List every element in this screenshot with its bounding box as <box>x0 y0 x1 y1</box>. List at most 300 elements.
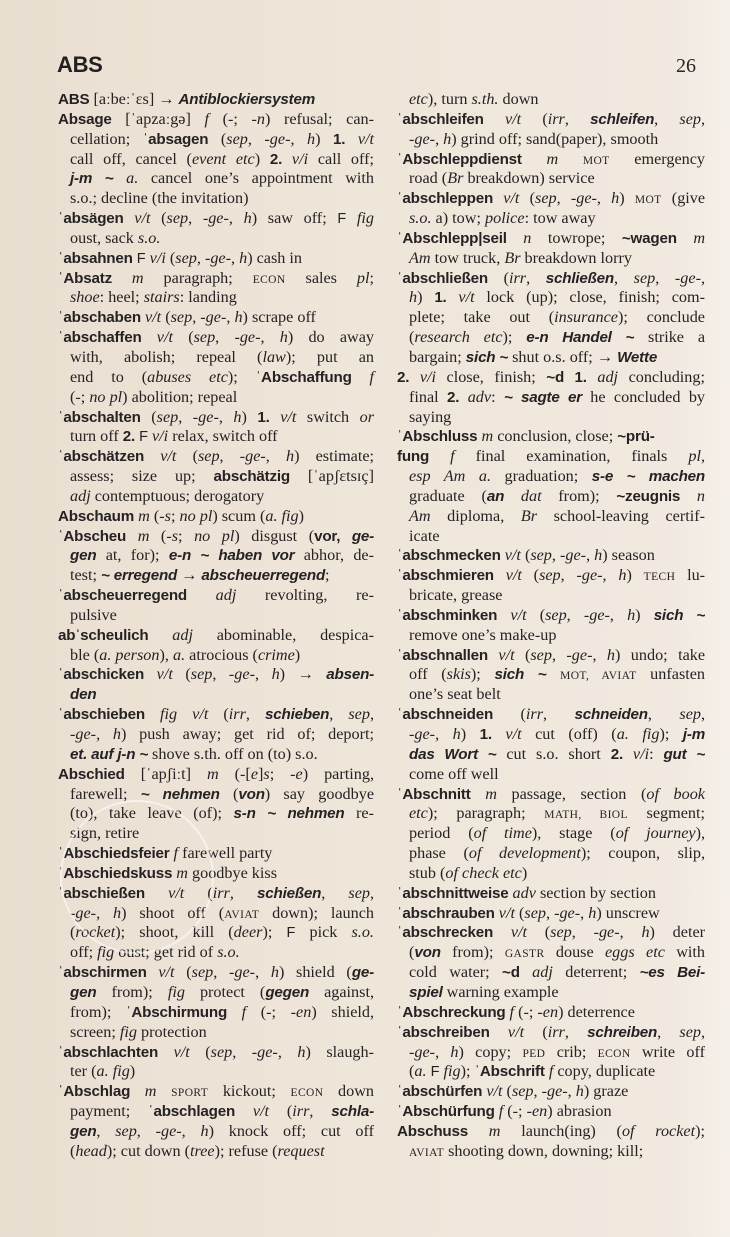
entry-text: ˈ <box>58 844 64 863</box>
entry-text: , <box>435 1042 451 1061</box>
entry-text: bargain; <box>409 347 466 366</box>
dictionary-line <box>58 983 374 1003</box>
entry-text: s <box>164 506 171 525</box>
entry-text: or <box>359 407 375 426</box>
dictionary-line <box>58 844 374 864</box>
dictionary-line <box>397 884 705 904</box>
entry-text: off; <box>70 943 98 962</box>
dictionary-line <box>397 427 705 447</box>
entry-text: police <box>485 209 525 228</box>
headword-text: absen- <box>326 666 375 684</box>
dictionary-line <box>397 1082 705 1102</box>
headword-text: abschaben <box>63 309 141 327</box>
headword-text: Abschreckung <box>402 1003 506 1021</box>
entry-text: oust; get rid of <box>114 943 218 962</box>
entry-text: -ge- <box>234 328 261 347</box>
entry-text: ( <box>176 447 198 466</box>
entry-text: irr <box>547 1022 565 1041</box>
dictionary-line <box>397 626 705 646</box>
entry-text: graduation; <box>491 467 592 486</box>
entry-text: h <box>270 963 279 982</box>
entry-text: (-; <box>70 387 90 406</box>
entry-text: ) <box>417 288 435 307</box>
entry-text: ); cut down ( <box>106 1141 191 1160</box>
dictionary-line <box>58 269 374 289</box>
entry-text: , <box>700 268 706 287</box>
dictionary-line <box>58 1062 374 1082</box>
dictionary-line <box>58 467 374 487</box>
entry-text: ( <box>208 129 227 148</box>
entry-text: , <box>566 605 584 624</box>
entry-text <box>144 665 157 683</box>
entry-text: ˈ <box>58 863 64 882</box>
entry-text: ˈ <box>397 427 403 446</box>
entry-text: , <box>551 546 560 565</box>
headword-text: Abschleppdienst <box>402 150 522 168</box>
dictionary-line <box>397 1142 705 1162</box>
entry-text: : <box>649 744 664 763</box>
dictionary-line <box>58 785 374 805</box>
entry-text: -ge- <box>239 447 266 466</box>
entry-text: sep <box>550 923 572 942</box>
entry-text: diploma, <box>430 506 521 525</box>
entry-text: ) <box>294 645 301 664</box>
dictionary-line <box>397 328 705 348</box>
entry-text: (to), take leave (of); <box>70 804 234 823</box>
entry-text: ˈ <box>397 784 403 803</box>
entry-text: TECH <box>643 571 676 584</box>
headword-text: et. auf j-n ~ <box>70 745 148 763</box>
entry-text: f <box>450 447 455 466</box>
entry-text: -ge- <box>228 665 255 684</box>
entry-text: v/t <box>507 1022 525 1041</box>
entry-text: -ge- <box>583 605 610 624</box>
entry-text: MOT, AVIAT <box>560 670 637 683</box>
dictionary-line <box>397 1102 705 1122</box>
entry-text <box>492 725 506 743</box>
entry-text: h <box>443 129 452 148</box>
dictionary-line <box>58 209 374 229</box>
dictionary-line <box>58 150 374 170</box>
entry-text: , <box>309 1102 332 1121</box>
entry-text: ˈ <box>397 149 403 168</box>
entry-text: -ge- <box>409 1042 436 1061</box>
entry-text: of time <box>473 824 532 843</box>
entry-text: ) cash in <box>247 248 303 267</box>
headword-text: 1. <box>434 289 447 307</box>
dictionary-line <box>58 110 374 130</box>
entry-text: ) <box>626 566 644 585</box>
entry-text: request <box>277 1141 325 1160</box>
entry-text <box>345 130 358 148</box>
entry-text: , <box>609 605 628 624</box>
entry-text: , <box>533 1082 542 1101</box>
dictionary-line <box>397 844 705 864</box>
entry-text: , <box>543 705 575 724</box>
entry-text: MOT <box>634 194 662 207</box>
entry-text: against, <box>309 982 374 1001</box>
entry-text: he concluded by <box>581 387 706 406</box>
entry-text: -ge- <box>541 1082 568 1101</box>
entry-text: ) grind off; sand(paper), smooth <box>451 129 659 148</box>
entry-text: (give <box>661 189 706 208</box>
dictionary-line <box>58 923 374 943</box>
dictionary-line <box>397 606 705 626</box>
entry-text: : tow away <box>524 209 596 228</box>
entry-text: -en <box>537 1002 559 1021</box>
headword-text: abscheuerregend <box>201 567 326 585</box>
entry-text: m <box>176 863 188 882</box>
entry-text: ; <box>269 764 291 783</box>
entry-text: dat <box>520 486 542 505</box>
headword-text: abschirmen <box>63 964 147 982</box>
entry-text <box>144 447 160 465</box>
entry-text: , <box>580 903 589 922</box>
entry-text: -ge- <box>566 645 593 664</box>
entry-text: ˈ <box>58 268 64 287</box>
entry-text: -ge- <box>192 407 219 426</box>
entry-text: call off; <box>308 149 375 168</box>
dictionary-line <box>397 904 705 924</box>
dictionary-line <box>397 269 705 289</box>
headword-text: ~d <box>502 964 520 982</box>
entry-text: ); <box>470 665 495 684</box>
entry-text: ); <box>659 725 683 743</box>
entry-text: , <box>586 546 595 565</box>
entry-text: , <box>602 566 619 585</box>
dictionary-line <box>58 685 374 705</box>
entry-text <box>623 745 633 763</box>
entry-text: cellation; ˈ <box>70 129 149 148</box>
entry-text: ˈ <box>397 705 403 724</box>
entry-text: no pl <box>179 506 213 525</box>
dictionary-line <box>397 1003 705 1023</box>
entry-text: ( <box>409 1062 415 1081</box>
headword-text: 1. <box>333 130 346 148</box>
entry-text: , <box>545 903 555 922</box>
entry-text: ); conclude <box>617 308 705 327</box>
entry-text: -ge- <box>674 268 701 287</box>
entry-text: adj <box>172 625 193 644</box>
entry-text: of rocket <box>621 1121 696 1140</box>
entry-text: -ge- <box>560 546 587 565</box>
entry-text: (-; <box>246 1002 291 1021</box>
entry-text: ˈ <box>58 1042 64 1061</box>
dictionary-line <box>58 606 374 626</box>
entry-text: from); <box>541 486 617 505</box>
entry-text: ; <box>325 566 330 585</box>
headword-text: ge- <box>351 964 375 982</box>
dictionary-line <box>397 527 705 547</box>
dictionary-line <box>397 705 705 725</box>
entry-text: bricate, grease <box>409 586 503 605</box>
entry-text: ; <box>369 268 375 287</box>
headword-text: sich ~ <box>465 348 509 366</box>
entry-text: ), stage ( <box>531 824 616 843</box>
entry-text: contemptuous; derogatory <box>90 486 265 505</box>
dictionary-line <box>397 447 705 467</box>
entry-text: h <box>243 209 252 228</box>
entry-text: m <box>546 149 559 168</box>
headword-text: abschleppen <box>402 190 494 208</box>
entry-text: , <box>196 248 205 267</box>
headword-text: Antiblockiersystem <box>178 91 316 108</box>
entry-text: [ˈapʃɛtsɪç] <box>290 467 374 486</box>
entry-text: , <box>181 1121 201 1140</box>
headword-text: ~es Bei- <box>639 964 706 982</box>
entry-text <box>148 626 172 644</box>
entry-text: ); <box>695 1121 706 1140</box>
entry-text: v/t <box>486 1082 503 1101</box>
headword-text: abschnallen <box>402 646 488 664</box>
entry-text: shooting down, downing; kill; <box>444 1141 644 1160</box>
dictionary-line <box>397 150 705 170</box>
entry-text <box>459 388 467 406</box>
dictionary-line <box>58 1023 374 1043</box>
entry-text: AVIAT <box>224 908 260 921</box>
entry-text: ); put an <box>285 347 374 366</box>
entry-text: [ˈapʃiːt] <box>124 764 207 783</box>
entry-text: m <box>481 427 494 446</box>
headword-text: abˈscheulich <box>58 626 149 644</box>
entry-text: sep <box>530 546 552 565</box>
entry-text: -en <box>290 1002 312 1021</box>
entry-text: (-; <box>503 1102 527 1121</box>
entry-text <box>145 884 168 902</box>
entry-text: v/t <box>504 546 521 565</box>
entry-text: ) abolition; repeal <box>122 387 238 406</box>
dictionary-line <box>397 765 705 785</box>
entry-text: ) season <box>602 546 655 565</box>
entry-text: sep <box>679 109 701 128</box>
dictionary-line <box>397 249 705 269</box>
entry-text: v/t <box>252 1102 270 1121</box>
entry-text <box>112 269 132 287</box>
headword-text: Abschnitt <box>402 785 471 803</box>
entry-text: ) scum ( <box>212 506 266 525</box>
entry-text: ); ˈ <box>460 1062 480 1081</box>
entry-text: v/t <box>504 109 522 128</box>
entry-text <box>156 1082 171 1100</box>
entry-text: sep <box>156 407 179 426</box>
entry-text: ); <box>262 923 287 942</box>
entry-text: switch <box>296 407 360 426</box>
entry-text: sep <box>226 129 248 148</box>
headword-text: j-m ~ <box>70 170 127 188</box>
headword-text: Abschlag <box>63 1083 131 1101</box>
entry-text <box>270 408 281 426</box>
entry-text: ( <box>409 943 415 962</box>
entry-text: -n <box>251 109 265 128</box>
entry-text: copy, duplicate <box>553 1062 656 1081</box>
entry-text: -ge- <box>576 566 603 585</box>
entry-text: v/t <box>173 1042 190 1061</box>
entry-text: -en <box>526 1102 548 1121</box>
entry-text: ˈ <box>58 209 64 228</box>
entry-text: eggs etc <box>605 943 665 962</box>
dictionary-line <box>58 1003 374 1023</box>
entry-text: cut s.o. short <box>496 744 611 763</box>
entry-text: school-leaving certif- <box>537 506 705 525</box>
entry-text: n <box>696 486 705 505</box>
entry-text: ) <box>298 506 305 525</box>
entry-text: v/t <box>158 963 175 982</box>
entry-text: , <box>231 248 240 267</box>
headword-text: abschieben <box>63 706 145 724</box>
entry-text <box>493 189 503 207</box>
dictionary-line <box>397 804 705 824</box>
entry-text: v/t <box>458 288 475 307</box>
entry-text: call off, cancel ( <box>70 149 192 168</box>
entry-text: adj <box>70 486 91 505</box>
headword-text: Abschluss <box>402 428 478 446</box>
entry-text: F <box>286 925 296 942</box>
entry-text: ) → <box>279 665 327 684</box>
entry-text: AVIAT <box>409 1146 445 1159</box>
headword-text: e-n ~ haben vor <box>168 547 295 565</box>
entry-text: [aːbeːˈɛs] → <box>89 90 179 108</box>
entry-text: -ge- <box>70 725 97 743</box>
headword-text: Abschrift <box>479 1063 545 1081</box>
entry-text: , <box>614 268 634 287</box>
headword-text: schießen <box>257 884 322 902</box>
entry-text: period ( <box>409 824 474 843</box>
dictionary-line <box>58 288 374 308</box>
headword-text: schließen <box>545 269 615 287</box>
entry-text: atrocious ( <box>185 645 258 664</box>
entry-text: , <box>277 1042 298 1061</box>
entry-text: ) deterrence <box>558 1002 635 1021</box>
entry-text: a. <box>172 645 186 664</box>
entry-text: sales <box>285 268 357 287</box>
headword-text: abschrecken <box>402 924 494 942</box>
dictionary-line <box>58 427 374 447</box>
entry-text <box>680 487 697 505</box>
entry-text: (- <box>149 526 172 545</box>
entry-text: GASTR <box>504 948 545 961</box>
entry-text: passage, section ( <box>496 784 647 803</box>
entry-text: a) tow; <box>431 209 485 228</box>
entry-text: ECON <box>597 1047 631 1060</box>
entry-text <box>504 487 521 505</box>
entry-text: , <box>654 109 680 128</box>
dictionary-line <box>397 1062 705 1082</box>
headword-text: Abschirmung <box>131 1003 228 1021</box>
entry-text: fig <box>443 1062 461 1081</box>
headword-text: vor, <box>314 527 352 545</box>
entry-text: road ( <box>409 169 448 188</box>
entry-text: lu- <box>675 566 706 585</box>
entry-text <box>126 527 138 545</box>
headword-text: abschalten <box>63 408 141 426</box>
entry-text: shove s.th. off on (to) s.o. <box>148 744 318 763</box>
entry-text: breakdown lorry <box>520 248 632 267</box>
headword-text: von <box>414 944 441 962</box>
dictionary-line <box>397 408 705 428</box>
entry-text <box>235 1102 253 1120</box>
entry-text <box>677 229 693 247</box>
entry-text: , <box>136 1121 156 1140</box>
dictionary-line <box>397 943 705 963</box>
entry-text: ), <box>695 824 706 843</box>
entry-text: sep <box>545 605 567 624</box>
entry-text: ˈ <box>58 526 64 545</box>
entry-text: sep <box>193 328 216 347</box>
entry-text <box>520 963 532 981</box>
dictionary-line <box>397 1043 705 1063</box>
headword-text: abscheuerregend <box>63 587 188 605</box>
dictionary-line <box>397 864 705 884</box>
dictionary-line <box>397 90 705 110</box>
entry-text: ( <box>520 546 531 565</box>
entry-text: fig <box>119 1022 137 1041</box>
entry-text: → <box>177 566 202 585</box>
entry-text: insurance <box>554 308 618 327</box>
entry-text: sep <box>175 248 197 267</box>
entry-text: ( <box>524 1022 548 1041</box>
entry-text: protection <box>136 1022 207 1041</box>
entry-text: ; <box>178 526 195 545</box>
entry-text: strike a <box>634 328 706 347</box>
entry-text: , <box>96 725 113 743</box>
entry-text: -ge- <box>554 903 581 922</box>
entry-text: -ge- <box>251 1042 278 1061</box>
dictionary-line <box>58 745 374 765</box>
entry-text: v/t <box>503 189 520 208</box>
entry-text: h <box>641 923 650 942</box>
entry-text: down <box>323 1082 375 1101</box>
entry-text: ˈ <box>397 903 403 922</box>
entry-text: ) <box>619 189 635 208</box>
entry-text: ( <box>519 189 536 208</box>
entry-text: , <box>435 725 453 743</box>
entry-text: ( <box>140 407 157 426</box>
entry-text: abuses etc <box>147 367 228 386</box>
entry-text: fig <box>97 943 115 962</box>
entry-text: ( <box>161 308 171 327</box>
entry-text: emergency <box>609 149 706 168</box>
entry-text: ( <box>70 923 76 942</box>
dictionary-line <box>397 923 705 943</box>
entry-text: with <box>664 943 706 962</box>
headword-text: s-e ~ machen <box>591 468 705 486</box>
entry-text: f <box>173 844 179 863</box>
headword-text: abschlagen <box>153 1103 236 1121</box>
headword-text: Wette <box>617 348 658 366</box>
headword-text: Abscheu <box>63 527 127 545</box>
entry-text: ) shield, <box>311 1002 375 1021</box>
entry-text: kickout; <box>208 1082 291 1101</box>
entry-text: end to ( <box>70 367 148 386</box>
headword-text: e-n Handel ~ <box>526 329 635 347</box>
entry-text: irr <box>292 1102 310 1121</box>
entry-text: ( <box>526 605 546 624</box>
entry-text: ˈ <box>397 566 403 585</box>
dictionary-line <box>397 189 705 209</box>
entry-text <box>158 1043 174 1061</box>
entry-text: h <box>285 447 295 466</box>
entry-text: douse <box>544 943 605 962</box>
headword-text: Abschlepp|seil <box>402 229 507 247</box>
entry-text: ˈ <box>397 189 403 208</box>
entry-text: re- <box>344 804 375 823</box>
entry-text: ˈ <box>397 645 403 664</box>
entry-text: m <box>138 506 150 525</box>
entry-text: MATH, BIOL <box>544 809 628 822</box>
entry-text: stairs <box>143 288 180 307</box>
entry-text: sep <box>679 1022 701 1041</box>
dictionary-line <box>397 130 705 150</box>
